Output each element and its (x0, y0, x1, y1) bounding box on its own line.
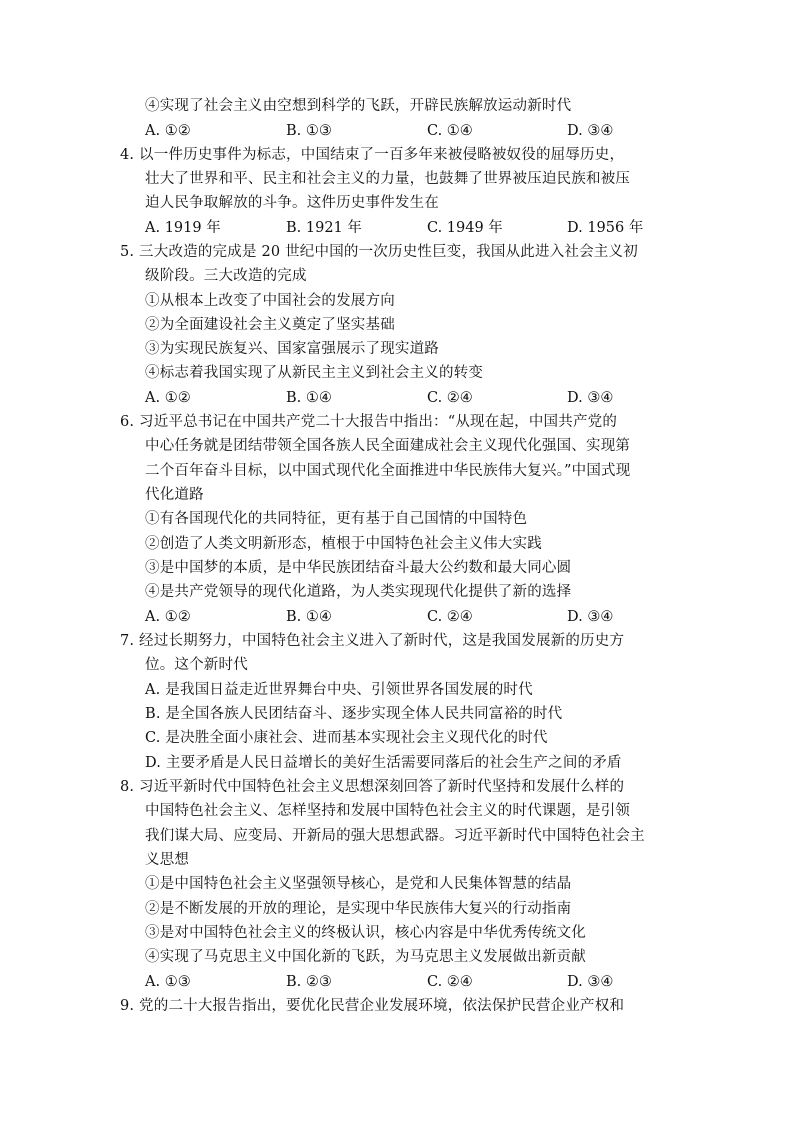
q3-option-c: C. ①④ (427, 123, 473, 139)
q6-stem-line-4: 代化道路 (145, 487, 204, 503)
q8-item-2: ②是不断发展的开放的理论，是实现中华民族伟大复兴的行动指南 (145, 901, 572, 917)
q7-choice-c: C. 是决胜全面小康社会、进而基本实现社会主义现代化的时代 (145, 730, 548, 746)
q6-option-a: A. ①② (145, 609, 191, 625)
q5-option-d: D. ③④ (567, 390, 614, 406)
q8-stem-line-3: 我们谋大局、应变局、开新局的强大思想武器。习近平新时代中国特色社会主 (145, 828, 645, 844)
q7-choice-d: D. 主要矛盾是人民日益增长的美好生活需要同落后的社会生产之间的矛盾 (145, 755, 622, 771)
q4-option-b: B. 1921 年 (286, 220, 362, 236)
q6-stem-line-2: 中心任务就是团结带领全国各族人民全面建成社会主义现代化强国、实现第 (145, 438, 631, 454)
q4-stem-line-1: 4. 以一件历史事件为标志，中国结束了一百多年来被侵略被奴役的屈辱历史， (120, 147, 625, 163)
q5-option-c: C. ②④ (427, 390, 473, 406)
q6-option-c: C. ②④ (427, 609, 473, 625)
q8-item-3: ③是对中国特色社会主义的终极认识，核心内容是中华优秀传统文化 (145, 925, 586, 941)
q7-choice-a: A. 是我国日益走近世界舞台中央、引领世界各国发展的时代 (145, 682, 533, 698)
q4-stem-line-3: 迫人民争取解放的斗争。这件历史事件发生在 (145, 195, 439, 211)
q8-option-a: A. ①③ (145, 974, 191, 990)
q5-option-a: A. ①② (145, 390, 191, 406)
q7-stem-line-1: 7. 经过长期努力，中国特色社会主义进入了新时代，这是我国发展新的历史方 (120, 633, 625, 649)
q8-item-1: ①是中国特色社会主义坚强领导核心，是党和人民集体智慧的结晶 (145, 876, 572, 892)
q8-item-4: ④实现了马克思主义中国化新的飞跃，为马克思主义发展做出新贡献 (145, 949, 586, 965)
q8-option-c: C. ②④ (427, 974, 473, 990)
q4-option-c: C. 1949 年 (427, 220, 503, 236)
q6-stem-line-3: 二个百年奋斗目标，以中国式现代化全面推进中华民族伟大复兴。”中国式现 (145, 463, 631, 479)
q4-stem-line-2: 壮大了世界和平、民主和社会主义的力量，也鼓舞了世界被压迫民族和被压 (145, 171, 631, 187)
q6-stem-line-1: 6. 习近平总书记在中国共产党二十大报告中指出：“从现在起，中国共产党的 (120, 414, 618, 430)
q8-stem-line-1: 8. 习近平新时代中国特色社会主义思想深刻回答了新时代坚持和发展什么样的 (120, 779, 625, 795)
q6-item-3: ③是中国梦的本质，是中华民族团结奋斗最大公约数和最大同心圆 (145, 560, 572, 576)
q3-option-b: B. ①③ (286, 123, 332, 139)
q6-item-2: ②创造了人类文明新形态，植根于中国特色社会主义伟大实践 (145, 536, 542, 552)
q5-item-2: ②为全面建设社会主义奠定了坚实基础 (145, 317, 395, 333)
q3-option-a: A. ①② (145, 123, 191, 139)
q5-item-4: ④标志着我国实现了从新民主主义到社会主义的转变 (145, 365, 484, 381)
q8-option-b: B. ②③ (286, 974, 332, 990)
q3-item-4: ④实现了社会主义由空想到科学的飞跃，开辟民族解放运动新时代 (145, 98, 572, 114)
q5-item-3: ③为实现民族复兴、国家富强展示了现实道路 (145, 341, 439, 357)
q6-option-d: D. ③④ (567, 609, 614, 625)
q3-option-d: D. ③④ (567, 123, 614, 139)
q4-option-d: D. 1956 年 (567, 220, 644, 236)
q9-stem-line-1: 9. 党的二十大报告指出，要优化民营企业发展环境，依法保护民营企业产权和 (120, 998, 625, 1014)
q5-item-1: ①从根本上改变了中国社会的发展方向 (145, 293, 395, 309)
q7-choice-b: B. 是全国各族人民团结奋斗、逐步实现全体人民共同富裕的时代 (145, 706, 563, 722)
q8-stem-line-2: 中国特色社会主义、怎样坚持和发展中国特色社会主义的时代课题，是引领 (145, 803, 631, 819)
q5-stem-line-2: 级阶段。三大改造的完成 (145, 268, 307, 284)
q6-item-1: ①有各国现代化的共同特征，更有基于自己国情的中国特色 (145, 511, 528, 527)
q8-stem-line-4: 义思想 (145, 852, 190, 868)
q4-option-a: A. 1919 年 (145, 220, 221, 236)
q5-stem-line-1: 5. 三大改造的完成是 20 世纪中国的一次历史性巨变，我国从此进入社会主义初 (120, 244, 638, 260)
q7-stem-line-2: 位。这个新时代 (145, 657, 248, 673)
q5-option-b: B. ①④ (286, 390, 332, 406)
q6-item-4: ④是共产党领导的现代化道路，为人类实现现代化提供了新的选择 (145, 584, 572, 600)
q8-option-d: D. ③④ (567, 974, 614, 990)
q6-option-b: B. ①④ (286, 609, 332, 625)
